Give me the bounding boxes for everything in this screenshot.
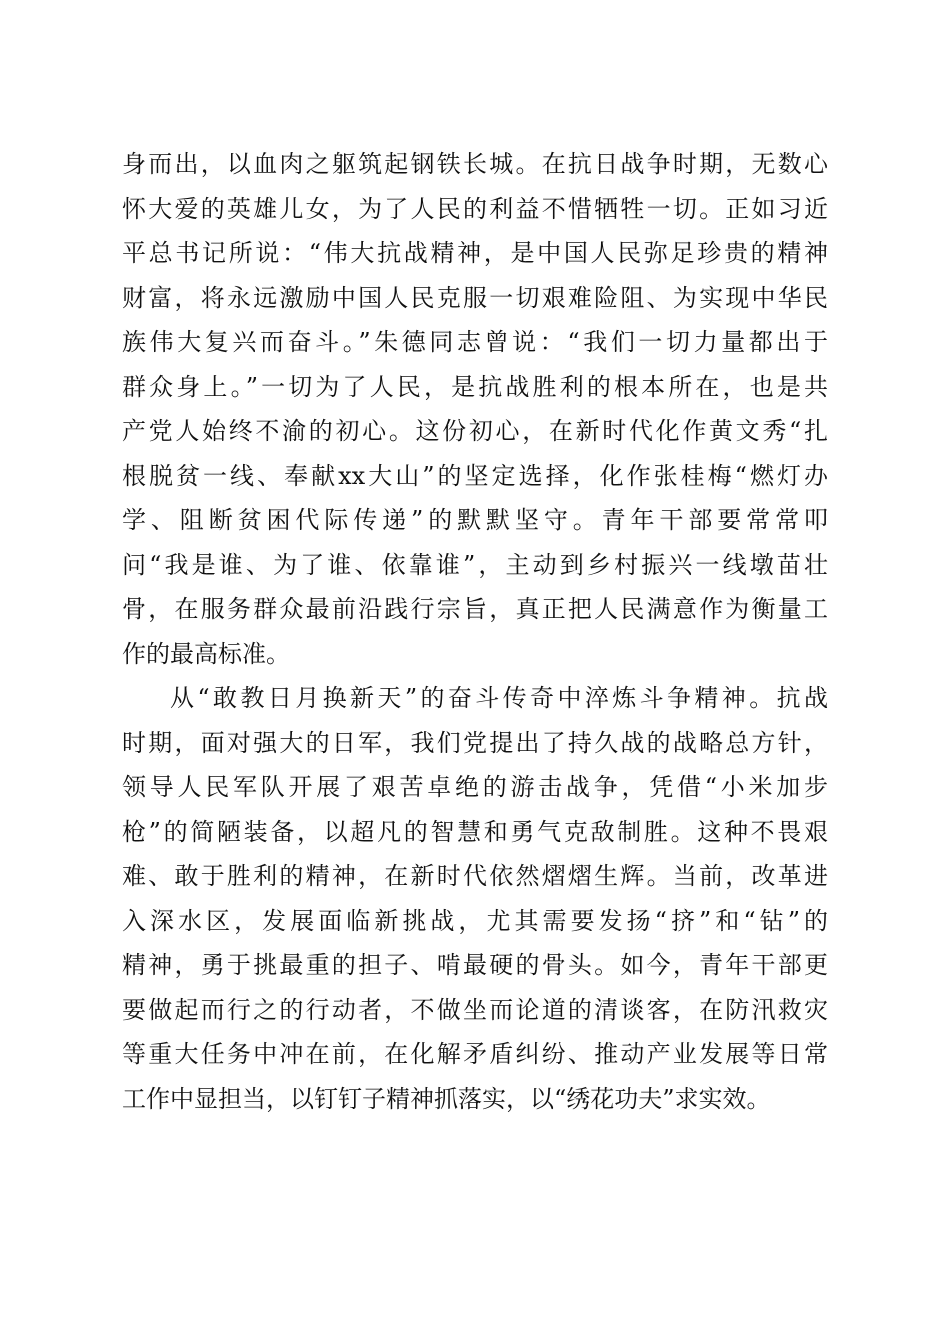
text-line: 财富，将永远激励中国人民克服一切艰难险阻、为实现中华民 [122,283,828,312]
text-line: 身而出，以血肉之躯筑起钢铁长城。在抗日战争时期，无数心 [122,150,828,178]
text-line: 问“我是谁、为了谁、依靠谁”，主动到乡村振兴一线墩苗壮 [122,550,828,579]
paragraph-2 [122,676,828,1121]
text-line: 领导人民军队开展了艰苦卓绝的游击战争，凭借“小米加步 [122,773,828,801]
text-line: 群众身上。”一切为了人民，是抗战胜利的根本所在，也是共 [122,372,828,401]
text-line: 工作中显担当，以钉钉子精神抓落实，以“绣花功夫”求实效。 [122,1084,771,1113]
text-line: 难、敢于胜利的精神，在新时代依然熠熠生辉。当前，改革进 [122,862,828,890]
text-line: 枪”的简陋装备，以超凡的智慧和勇气克敌制胜。这种不畏艰 [122,817,828,846]
text-line: 精神，勇于挑最重的担子、啃最硬的骨头。如今，青年干部更 [122,951,828,979]
paragraph-1 [122,142,828,676]
text-line: 作的最高标准。 [122,639,290,668]
text-line: 要做起而行之的行动者，不做坐而论道的清谈客，在防汛救灾 [122,995,828,1024]
text-line: 骨，在服务群众最前沿践行宗旨，真正把人民满意作为衡量工 [122,595,828,623]
text-line: 入深水区，发展面临新挑战，尤其需要发扬“挤”和“钻”的 [122,906,828,935]
text-line: 等重大任务中冲在前，在化解矛盾纠纷、推动产业发展等日常 [122,1040,828,1068]
document-body [122,142,828,1121]
text-line: 产党人始终不渝的初心。这份初心，在新时代化作黄文秀“扎 [122,417,828,445]
text-line: 平总书记所说：“伟大抗战精神，是中国人民弥足珍贵的精神 [122,239,828,267]
text-line: 从“敢教日月换新天”的奋斗传奇中淬炼斗争精神。抗战 [170,684,828,712]
text-line: 时期，面对强大的日军，我们党提出了持久战的战略总方针， [122,728,828,757]
text-line: 根脱贫一线、奉献xx大山”的坚定选择，化作张桂梅“燃灯办 [122,461,828,490]
text-line: 怀大爱的英雄儿女，为了人民的利益不惜牺牲一切。正如习近 [122,194,828,223]
text-line: 族伟大复兴而奋斗。”朱德同志曾说：“我们一切力量都出于 [122,328,828,356]
text-line: 学、阻断贫困代际传递”的默默坚守。青年干部要常常叩 [122,506,828,534]
